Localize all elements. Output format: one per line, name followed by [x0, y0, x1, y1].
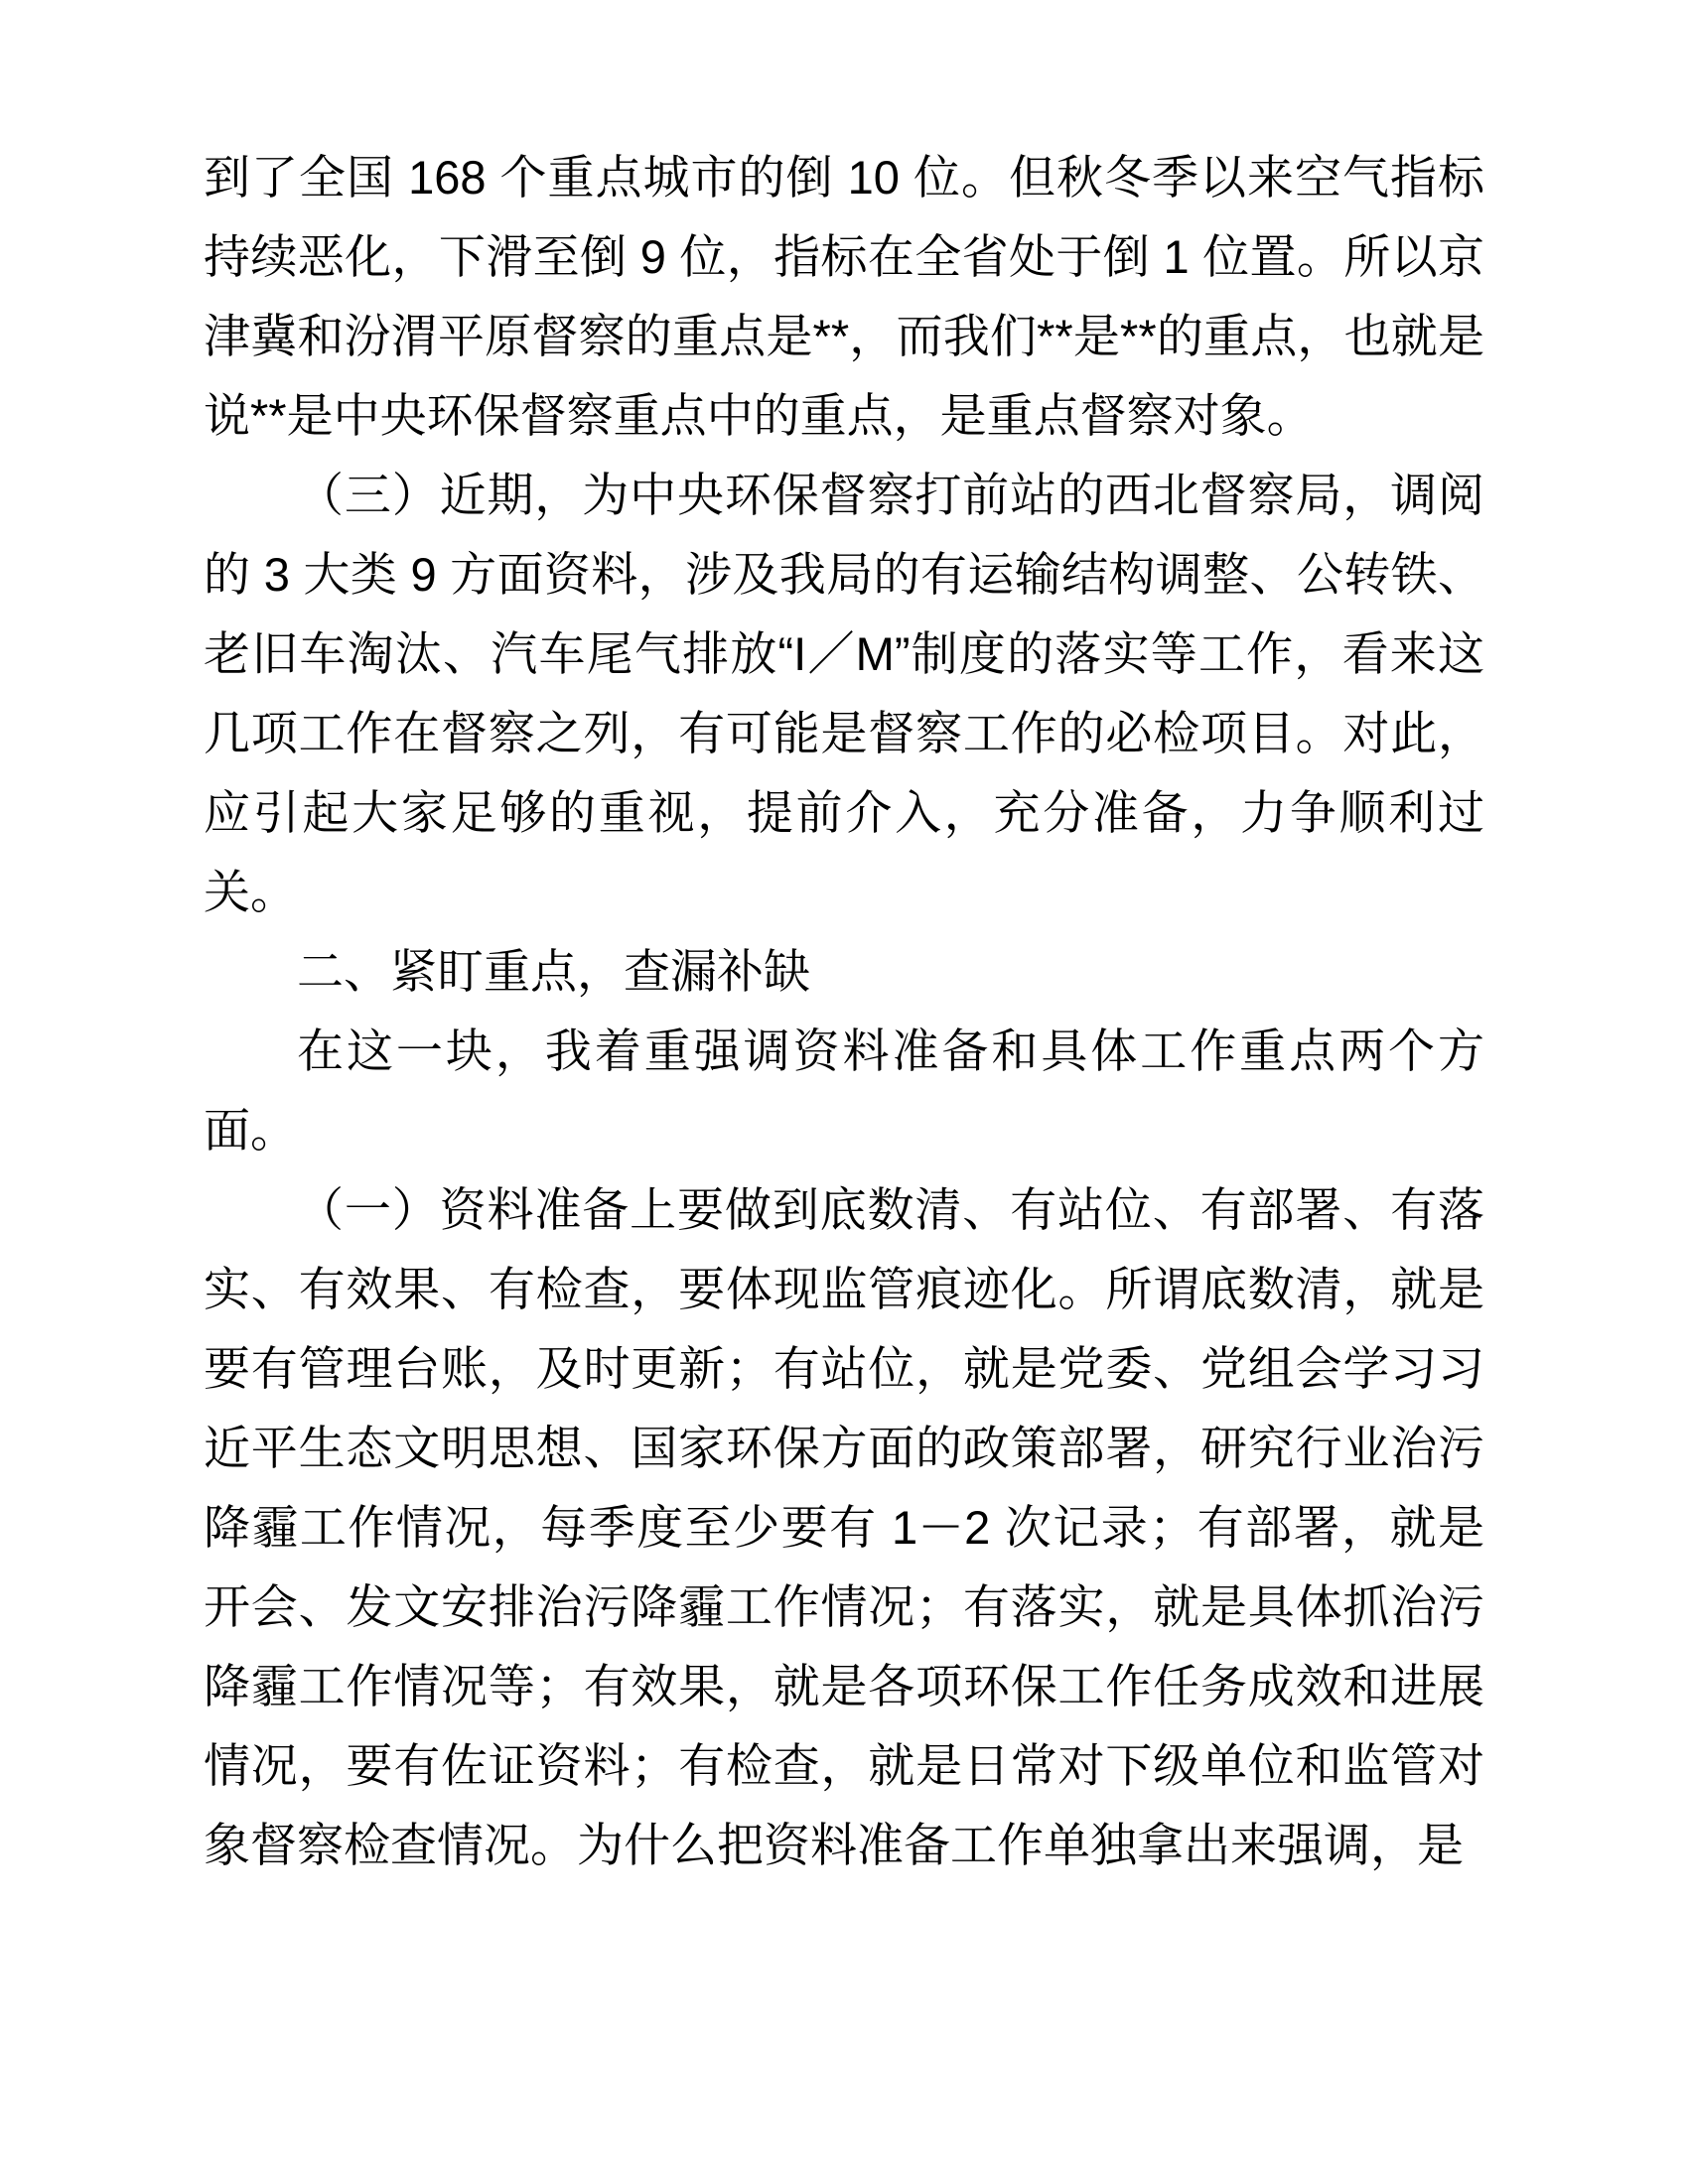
- paragraph: 到了全国 168 个重点城市的倒 10 位。但秋冬季以来空气指标持续恶化，下滑至倒 9 位，指标在全省处于倒 1 位置。所以京津冀和汾渭平原督察的重点是**，而我们**是**的重点，也就是说**是中央环保督察重点中的重点，是重点督察对象。: [204, 151, 1484, 442]
- paragraph: 二、紧盯重点，查漏补缺: [297, 945, 810, 998]
- document-body: [204, 138, 1484, 1885]
- paragraph: （一）资料准备上要做到底数清、有站位、有部署、有落实、有效果、有检查，要体现监管痕迹化。所谓底数清，就是要有管理台账，及时更新；有站位，就是党委、党组会学习习近平生态文明思想、国家环保方面的政策部署，研究行业治污降霾工作情况，每季度至少要有 1－2 次记录；有部署，就是开会、发文安排治污降霾工作情况；有落实，就是具体抓治污降霾工作情况等；有效果，就是各项环保工作任务成效和进展情况，要有佐证资料；有检查，就是日常对下级单位和监管对象督察检查情况。为什么把资料准备工作单独拿出来强调，是: [204, 1183, 1484, 1871]
- paragraph: （三）近期，为中央环保督察打前站的西北督察局，调阅的 3 大类 9 方面资料，涉及我局的有运输结构调整、公转铁、老旧车淘汰、汽车尾气排放“I／M”制度的落实等工作，看来这几项工作在督察之列，有可能是督察工作的必检项目。对此，应引起大家足够的重视，提前介入，充分准备，力争顺利过关。: [204, 469, 1484, 918]
- paragraph: 在这一块，我着重强调资料准备和具体工作重点两个方面。: [204, 1024, 1484, 1157]
